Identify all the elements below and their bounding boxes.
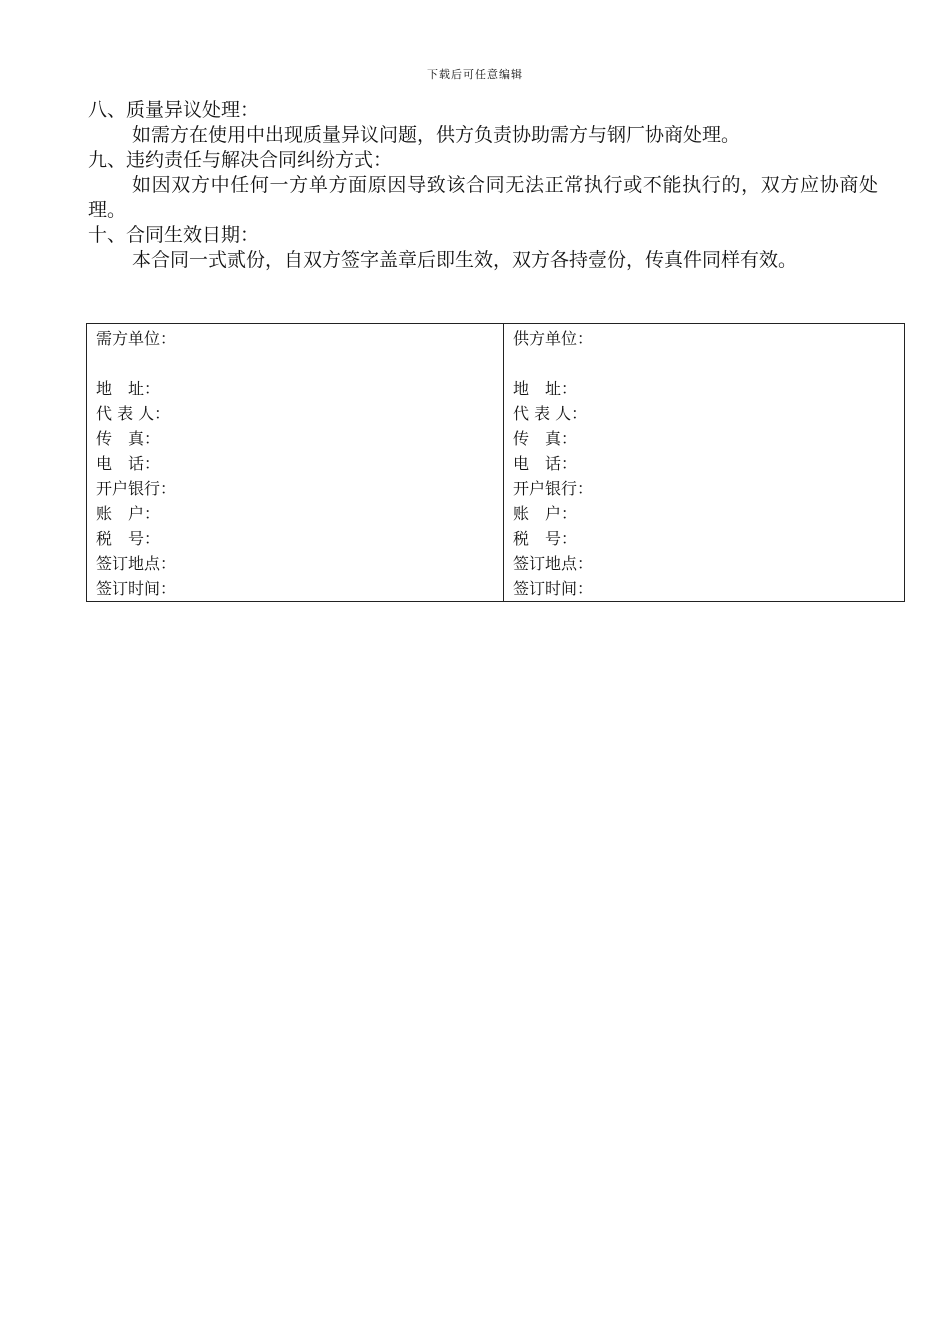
seller-spacer [513,351,904,376]
section-heading-quality: 八、质量异议处理： [88,99,260,121]
page-header-note: 下载后可任意编辑 [427,68,523,81]
buyer-address-label: 地 址： [96,379,161,398]
seller-signing-place-label: 签订地点： [513,554,594,573]
seller-account-label: 账 户： [513,504,578,523]
section-heading-breach: 九、违约责任与解决合同纠纷方式： [88,149,393,171]
buyer-unit-label: 需方单位： [96,329,177,348]
buyer-representative-label: 代 表 人： [96,404,171,423]
buyer-fax-label: 传 真： [96,429,161,448]
party-info-row [87,324,905,602]
buyer-tax-id-label: 税 号： [96,529,161,548]
buyer-signing-place-label: 签订地点： [96,554,177,573]
buyer-spacer [96,351,503,376]
seller-address-label: 地 址： [513,379,578,398]
seller-representative-label: 代 表 人： [513,404,588,423]
buyer-signing-time-label: 签订时间： [96,579,177,598]
seller-fax-label: 传 真： [513,429,578,448]
buyer-phone-label: 电 话： [96,454,161,473]
section-heading-effective-date: 十、合同生效日期： [88,224,260,246]
seller-unit-label: 供方单位： [513,329,594,348]
seller-cell [504,324,905,602]
party-info-table [86,323,905,602]
seller-tax-id-label: 税 号： [513,529,578,548]
seller-signing-time-label: 签订时间： [513,579,594,598]
buyer-bank-label: 开户银行： [96,479,177,498]
buyer-cell [87,324,504,602]
section-paragraph-breach: 如因双方中任何一方单方面原因导致该合同无法正常执行或不能执行的，双方应协商处理。 [88,174,878,221]
section-paragraph-quality: 如需方在使用中出现质量异议问题，供方负责协助需方与钢厂协商处理。 [132,124,741,146]
section-paragraph-effective-date: 本合同一式贰份，自双方签字盖章后即生效，双方各持壹份，传真件同样有效。 [132,249,798,271]
contract-body [88,98,878,273]
buyer-account-label: 账 户： [96,504,161,523]
seller-bank-label: 开户银行： [513,479,594,498]
seller-phone-label: 电 话： [513,454,578,473]
